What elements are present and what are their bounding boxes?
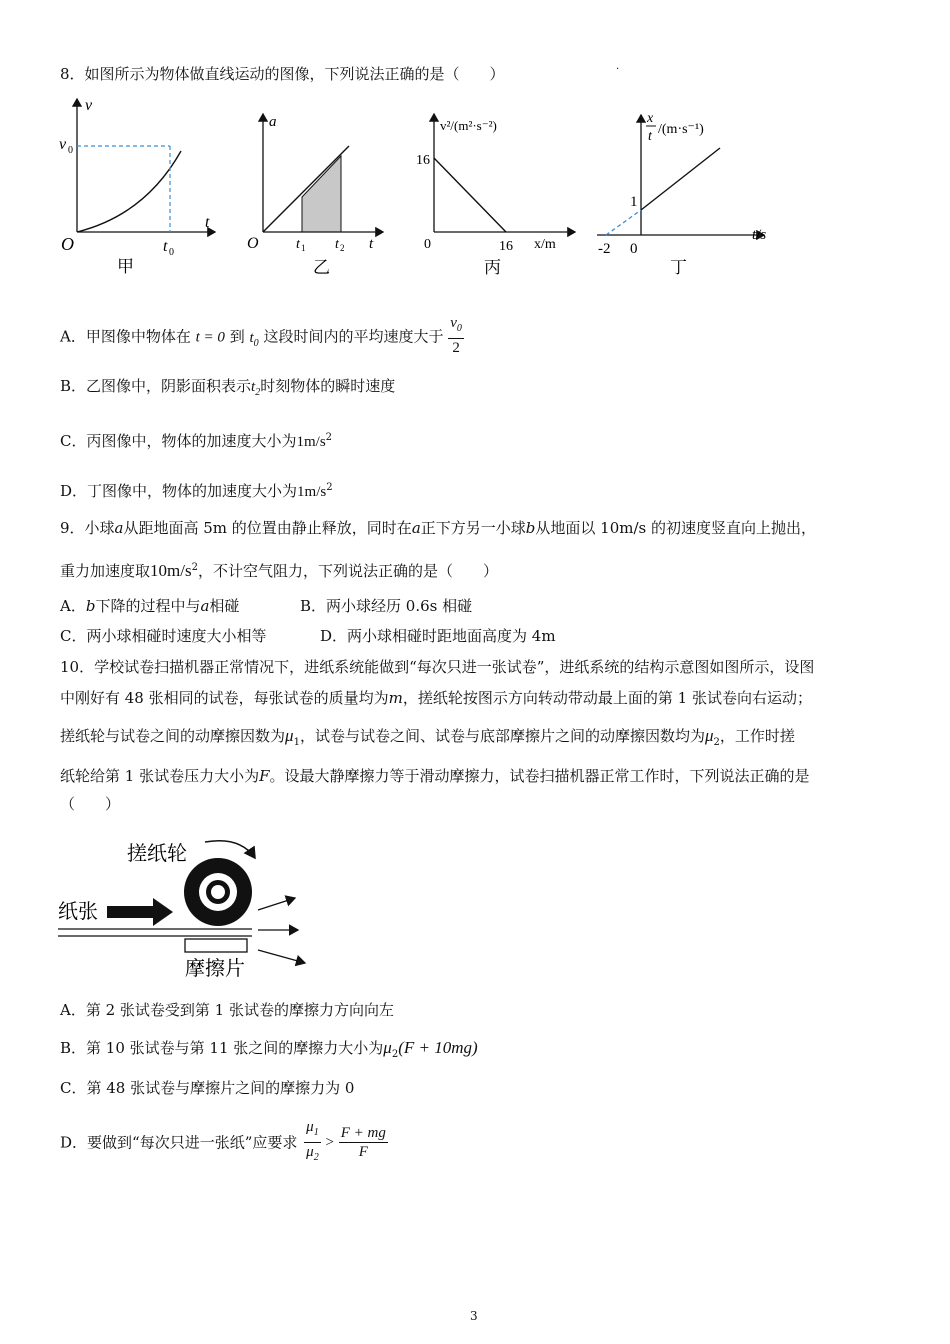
q9-option-d: D．两小球相碰时距地面高度为 4m (320, 627, 556, 645)
graph-jia (55, 95, 225, 280)
rotation-arrow (205, 841, 255, 858)
jia-curve (77, 151, 181, 232)
bing-origin: 0 (424, 237, 431, 252)
ding-x-tick: -2 (598, 241, 611, 257)
bing-y-label: v²/(m²·s⁻²) (440, 118, 497, 133)
ding-line (641, 148, 720, 210)
q8-stem: 8．如图所示为物体做直线运动的图像，下列说法正确的是（ ） (60, 65, 505, 83)
q9-option-a: A．b下降的过程中与a相碰 (60, 597, 240, 615)
bing-line (434, 158, 506, 232)
yi-origin: O (247, 235, 259, 252)
bing-caption: 丙 (484, 258, 501, 277)
ding-origin: 0 (630, 241, 638, 257)
graph-ding (592, 105, 782, 280)
yi-x-label: t (369, 236, 374, 252)
graph-bing (410, 110, 585, 280)
ding-caption: 丁 (670, 258, 687, 277)
jia-y-label: v (85, 97, 93, 114)
yi-t1: t (296, 237, 300, 252)
ding-x-label: t/s (752, 227, 767, 243)
q8-option-d: D．丁图像中，物体的加速度大小为$1m/s^2$ (60, 482, 333, 500)
q8-option-b: B．乙图像中，阴影面积表示$t_2$时刻物体的瞬时速度 (60, 377, 396, 398)
yi-t2: t (335, 237, 339, 252)
paper-feed-diagram (55, 830, 325, 985)
jia-caption: 甲 (117, 257, 134, 276)
q9-option-c: C．两小球相碰时速度大小相等 (60, 627, 267, 645)
q10-line2: 中刚好有 48 张相同的试卷，每张试卷的质量均为m，搓纸轮按图示方向转动带动最上面的第 1 张试卷向右运动； (60, 689, 812, 707)
paper-label: 纸张 (58, 901, 98, 923)
q10-option-c: C．第 48 张试卷与摩擦片之间的摩擦力为 0 (60, 1079, 355, 1097)
q8-option-c: C．丙图像中，物体的加速度大小为$1m/s^2$ (60, 432, 333, 450)
yi-y-label: a (269, 114, 277, 130)
bing-x-tick: 16 (499, 239, 513, 254)
q9-option-b: B．两小球经历 0.6s 相碰 (300, 597, 473, 615)
wheel-label: 搓纸轮 (127, 843, 187, 865)
q10-option-d: D．要做到“每次只进一张纸”应要求 $\frac{\mu_1}{\mu_2}$ > $\frac{F + mg}{F}$ (60, 1119, 386, 1163)
q10-option-b: B．第 10 张试卷与第 11 张之间的摩擦力大小为$\mu_2(F + 10mg)$ (60, 1038, 478, 1060)
jia-t-sub: 0 (169, 247, 174, 258)
ding-y-tick: 1 (630, 194, 638, 210)
ding-y-unit: /(m·s⁻¹) (658, 122, 704, 137)
jia-origin: O (61, 234, 74, 254)
q10-line3: 搓纸轮与试卷之间的动摩擦因数为$\mu_1$，试卷与试卷之间、试卷与底部摩擦片之间的动摩擦因数均为$\mu_2$，工作时搓 (60, 726, 795, 748)
friction-pad (185, 939, 247, 952)
yi-t1-sub: 1 (301, 243, 306, 253)
bing-x-label: x/m (534, 237, 556, 252)
bing-y-tick: 16 (416, 153, 430, 168)
ding-y-num: x (647, 111, 654, 126)
pad-label: 摩擦片 (185, 958, 245, 980)
jia-t-mark: t (163, 238, 168, 255)
page-number: 3 (470, 1309, 478, 1323)
stray-dot: · (616, 64, 620, 75)
q10-line1: 10．学校试卷扫描机器正常情况下，进纸系统能做到“每次只进一张试卷”，进纸系统的结构示意图如图所示，设图 (60, 658, 815, 676)
jia-v-sub: 0 (68, 145, 73, 156)
q10-line4: 纸轮给第 1 张试卷压力大小为F。设最大静摩擦力等于滑动摩擦力，试卷扫描机器正常工作时，下列说法正确的是 (60, 767, 810, 785)
jia-x-label: t (205, 214, 210, 231)
jia-v-mark: v (59, 136, 67, 153)
q10-option-a: A．第 2 张试卷受到第 1 张试卷的摩擦力方向向左 (60, 1001, 394, 1019)
graph-yi (243, 110, 393, 280)
out-arrow-1 (258, 898, 295, 910)
ding-y-den: t (648, 129, 652, 144)
out-arrow-3 (258, 950, 305, 963)
q10-line5: （ ） (60, 795, 121, 813)
yi-shaded-area (302, 156, 341, 232)
yi-caption: 乙 (313, 258, 330, 277)
paper-arrow (107, 898, 173, 926)
ding-extrapolation (606, 210, 641, 235)
q9-stem-line2: 重力加速度取$10m/s^2$，不计空气阻力，下列说法正确的是（ ） (60, 561, 498, 580)
q8-option-a: A．甲图像中物体在 t = 0 到 $t_0$ 这段时间内的平均速度大于 $\frac{v_0}{2}$ (60, 315, 462, 356)
yi-t2-sub: 2 (340, 243, 345, 253)
q9-stem-line1: 9．小球a从距地面高 5m 的位置由静止释放，同时在a正下方另一小球b从地面以 10m/s 的初速度竖直向上抛出， (60, 519, 816, 537)
